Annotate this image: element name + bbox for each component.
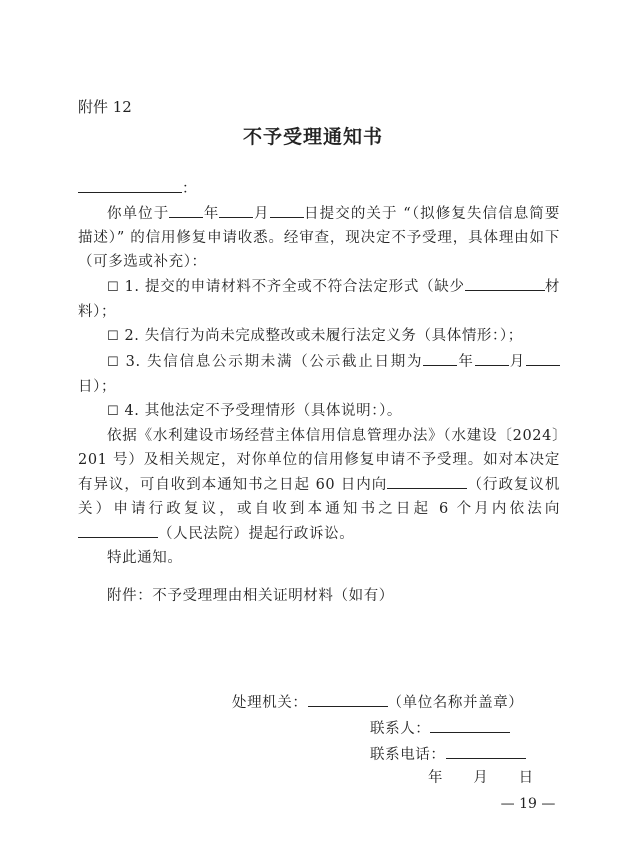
addressee-blank	[78, 176, 182, 193]
checkbox-icon: ☐	[107, 355, 120, 370]
reason-item-4: ☐ 4. 其他法定不予受理情形（具体说明：）。	[107, 403, 403, 419]
deadline-day-blank	[526, 349, 560, 366]
addressee-colon: ：	[182, 181, 198, 197]
phone-blank	[446, 742, 526, 759]
phone-line: 联系电话：	[370, 742, 526, 764]
year-blank	[169, 201, 203, 218]
contact-blank	[430, 716, 510, 733]
closing-line: 特此通知。	[107, 550, 183, 566]
contact-line: 联系人：	[370, 716, 510, 738]
document-body	[78, 176, 560, 608]
deadline-month-blank	[475, 349, 509, 366]
page-number: — 19 —	[500, 796, 556, 812]
attachment-label: 附件 12	[78, 98, 132, 116]
addressee-line	[78, 176, 560, 201]
document-title: 不予受理通知书	[242, 126, 383, 148]
court-blank	[78, 521, 158, 538]
reason-item-3: ☐ 3. 失信信息公示期未满（公示截止日期为 年 月日）；	[78, 349, 560, 399]
checkbox-icon: ☐	[107, 329, 120, 344]
missing-material-blank	[465, 274, 545, 291]
agency-blank	[308, 690, 388, 707]
reason-item-1: ☐ 1. 提交的申请材料不齐全或不符合法定形式（缺少 材料）；	[78, 274, 560, 324]
month-blank	[219, 201, 253, 218]
attachment-note: 附件：不予受理理由相关证明材料（如有）	[107, 588, 394, 604]
agency-line: 处理机关： （单位名称并盖章）	[232, 690, 523, 712]
deadline-year-blank	[423, 349, 457, 366]
paragraph-legal-basis: 依据《水利建设市场经营主体信用信息管理办法》（水建设〔2024〕201 号）及相关规定，对你单位的信用修复申请不予受理。如对本决定有异议，可自收到本通知书之日起 60 日内向 （行政复议机关）申请行政复议，或自收到本通知书之日起 6 个月内依法向（人民法院）提起行政诉讼。	[78, 428, 560, 542]
date-line: 年 月 日	[428, 770, 534, 786]
review-agency-blank	[387, 472, 467, 489]
checkbox-icon: ☐	[107, 404, 120, 419]
paragraph-intro: 你单位于 年 月 日提交的关于 “（拟修复失信信息简要描述）” 的信用修复申请收悉。经审查，现决定不予受理，具体理由如下（可多选或补充）：	[78, 201, 560, 274]
checkbox-icon: ☐	[107, 280, 120, 295]
day-blank	[270, 201, 304, 218]
reason-item-2: ☐ 2. 失信行为尚未完成整改或未履行法定义务（具体情形：）；	[107, 328, 523, 344]
